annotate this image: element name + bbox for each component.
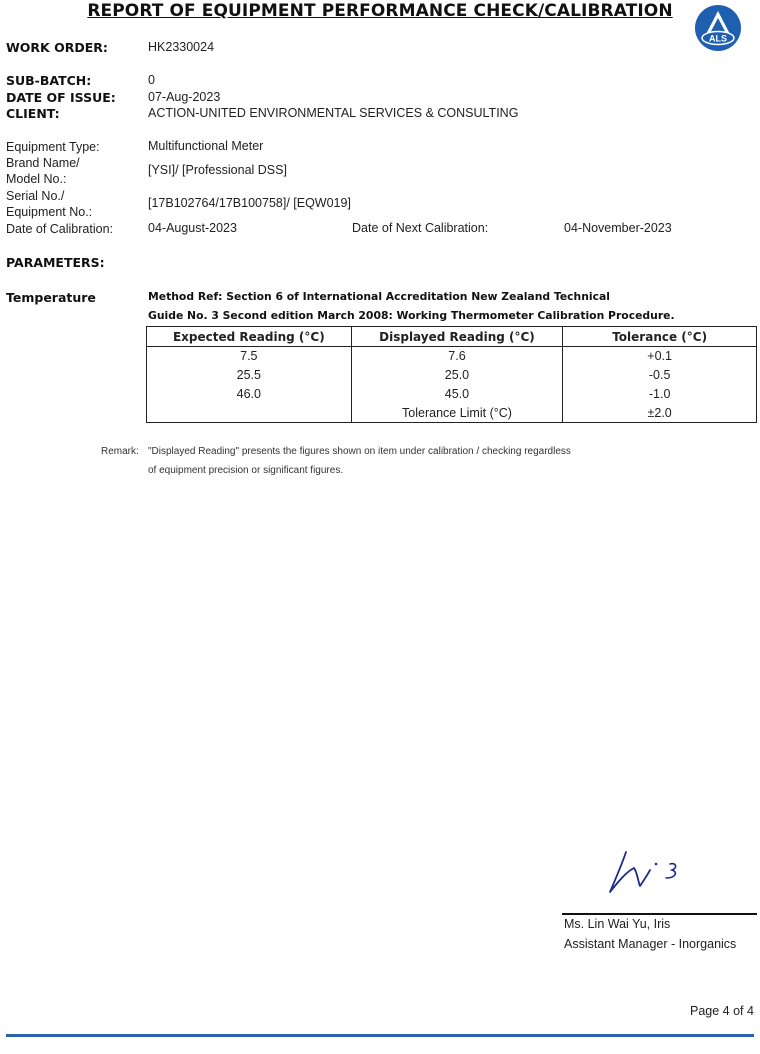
page-number: Page 4 of 4 bbox=[690, 1004, 754, 1018]
next-calibration-value: 04-November-2023 bbox=[564, 221, 672, 235]
remark-text-line1: "Displayed Reading" presents the figures shown on item under calibration / checking regardless bbox=[148, 446, 571, 457]
serial-label-line1: Serial No./ bbox=[6, 189, 65, 203]
sub-batch-label: SUB-BATCH: bbox=[6, 73, 92, 88]
als-logo bbox=[694, 4, 742, 52]
tolerance: -0.5 bbox=[563, 366, 757, 385]
expected-reading: 25.5 bbox=[147, 366, 352, 385]
displayed-reading: 7.6 bbox=[351, 347, 563, 366]
report-title: REPORT OF EQUIPMENT PERFORMANCE CHECK/CALIBRATION bbox=[87, 1, 673, 21]
client-value: ACTION-UNITED ENVIRONMENTAL SERVICES & CONSULTING bbox=[148, 106, 519, 120]
column-header-tolerance: Tolerance (°C) bbox=[563, 327, 757, 347]
temperature-label: Temperature bbox=[6, 290, 96, 305]
tolerance-limit-value: ±2.0 bbox=[563, 404, 757, 423]
expected-reading: 7.5 bbox=[147, 347, 352, 366]
tolerance: -1.0 bbox=[563, 385, 757, 404]
client-label: CLIENT: bbox=[6, 106, 60, 121]
parameters-heading: PARAMETERS: bbox=[6, 255, 105, 270]
remark-text-line2: of equipment precision or significant figures. bbox=[148, 465, 344, 476]
displayed-reading: 45.0 bbox=[351, 385, 563, 404]
signature-line bbox=[562, 913, 757, 915]
tolerance-limit-row bbox=[147, 404, 757, 423]
tolerance-limit-label: Tolerance Limit (°C) bbox=[351, 404, 563, 423]
expected-reading: 46.0 bbox=[147, 385, 352, 404]
work-order-value: HK2330024 bbox=[148, 40, 215, 54]
logo-text: ALS bbox=[709, 33, 727, 44]
work-order-label: WORK ORDER: bbox=[6, 40, 108, 55]
next-calibration-label: Date of Next Calibration: bbox=[352, 221, 489, 235]
table-row bbox=[147, 366, 757, 385]
date-of-issue-value: 07-Aug-2023 bbox=[148, 90, 221, 104]
brand-label-line1: Brand Name/ bbox=[6, 156, 80, 170]
table-row bbox=[147, 347, 757, 366]
remark-label: Remark: bbox=[101, 446, 139, 457]
serial-label-line2: Equipment No.: bbox=[6, 205, 93, 219]
date-of-calibration-label: Date of Calibration: bbox=[6, 222, 114, 236]
signatory-name: Ms. Lin Wai Yu, Iris bbox=[564, 917, 671, 931]
column-header-expected: Expected Reading (°C) bbox=[147, 327, 352, 347]
date-of-calibration-value: 04-August-2023 bbox=[148, 221, 237, 235]
footer-divider bbox=[6, 1034, 754, 1037]
equipment-type-label: Equipment Type: bbox=[6, 140, 100, 154]
empty-cell bbox=[147, 404, 352, 423]
method-reference-line1: Method Ref: Section 6 of International Accreditation New Zealand Technical bbox=[148, 290, 611, 303]
column-header-displayed: Displayed Reading (°C) bbox=[351, 327, 563, 347]
sub-batch-value: 0 bbox=[148, 73, 155, 87]
brand-label-line2: Model No.: bbox=[6, 172, 67, 186]
method-reference-line2: Guide No. 3 Second edition March 2008: Working Thermometer Calibration Procedure. bbox=[148, 309, 675, 322]
equipment-type-value: Multifunctional Meter bbox=[148, 139, 264, 153]
temperature-table bbox=[146, 326, 757, 423]
serial-value: [17B102764/17B100758]/ [EQW019] bbox=[148, 196, 351, 210]
date-of-issue-label: DATE OF ISSUE: bbox=[6, 90, 116, 105]
displayed-reading: 25.0 bbox=[351, 366, 563, 385]
tolerance: +0.1 bbox=[563, 347, 757, 366]
brand-value: [YSI]/ [Professional DSS] bbox=[148, 163, 287, 177]
table-header-row bbox=[147, 327, 757, 347]
handwritten-signature bbox=[604, 848, 694, 898]
table-row bbox=[147, 385, 757, 404]
signatory-title: Assistant Manager - Inorganics bbox=[564, 937, 737, 951]
